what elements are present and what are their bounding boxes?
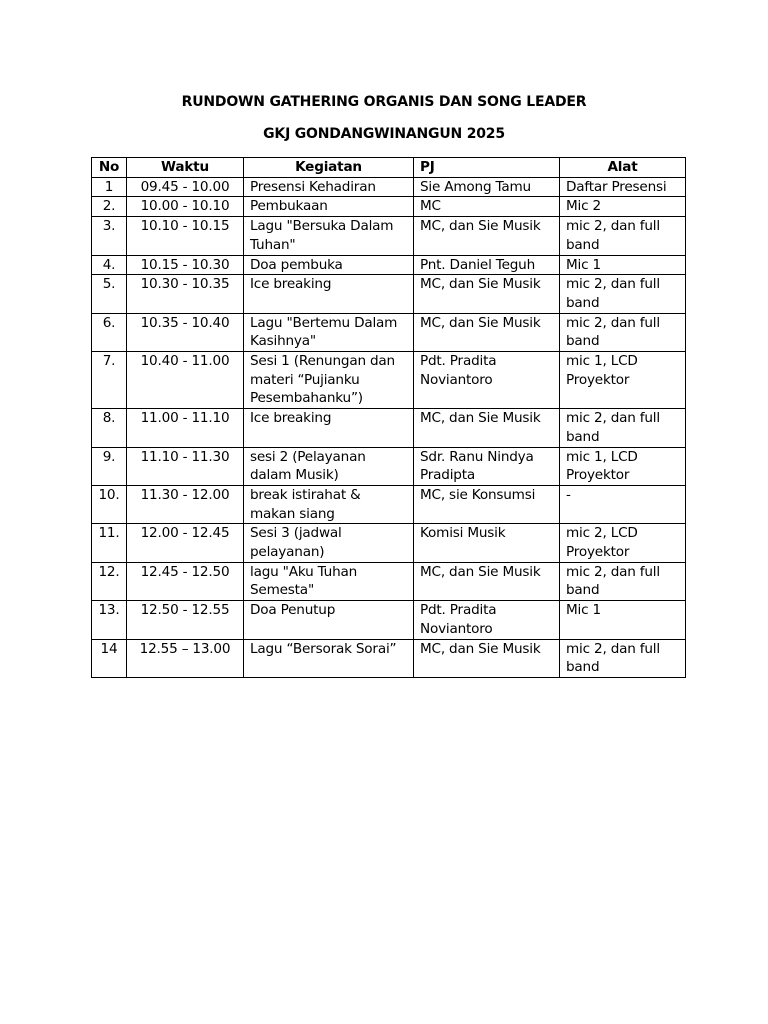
table-row <box>92 177 686 197</box>
cell-kegiatan: lagu "Aku Tuhan Semesta" <box>244 562 414 600</box>
cell-no: 4. <box>92 255 127 275</box>
table-row <box>92 352 686 409</box>
cell-alat: mic 2, LCD Proyektor <box>560 524 686 562</box>
cell-no: 9. <box>92 447 127 485</box>
cell-kegiatan: Doa pembuka <box>244 255 414 275</box>
cell-pj: MC, dan Sie Musik <box>414 275 560 313</box>
column-header-alat: Alat <box>560 158 686 178</box>
cell-alat: mic 2, dan full band <box>560 562 686 600</box>
cell-pj: MC, dan Sie Musik <box>414 639 560 677</box>
cell-pj: MC, dan Sie Musik <box>414 217 560 255</box>
table-row <box>92 562 686 600</box>
cell-kegiatan: Lagu "Bertemu Dalam Kasihnya" <box>244 313 414 351</box>
cell-pj: Pdt. Pradita Noviantoro <box>414 352 560 409</box>
cell-pj: MC, dan Sie Musik <box>414 409 560 447</box>
cell-no: 7. <box>92 352 127 409</box>
table-row <box>92 524 686 562</box>
cell-no: 14 <box>92 639 127 677</box>
cell-kegiatan: Sesi 3 (jadwal pelayanan) <box>244 524 414 562</box>
cell-kegiatan: Lagu “Bersorak Sorai” <box>244 639 414 677</box>
table-row <box>92 409 686 447</box>
cell-waktu: 11.10 - 11.30 <box>127 447 244 485</box>
cell-pj: MC, sie Konsumsi <box>414 485 560 523</box>
cell-waktu: 12.55 – 13.00 <box>127 639 244 677</box>
cell-kegiatan: Pembukaan <box>244 197 414 217</box>
cell-alat: mic 1, LCD Proyektor <box>560 352 686 409</box>
cell-waktu: 10.10 - 10.15 <box>127 217 244 255</box>
table-row <box>92 313 686 351</box>
cell-pj: Pdt. Pradita Noviantoro <box>414 601 560 639</box>
cell-waktu: 11.00 - 11.10 <box>127 409 244 447</box>
cell-no: 2. <box>92 197 127 217</box>
cell-waktu: 09.45 - 10.00 <box>127 177 244 197</box>
cell-kegiatan: Ice breaking <box>244 275 414 313</box>
document-title: RUNDOWN GATHERING ORGANIS DAN SONG LEADER <box>181 94 587 110</box>
table-row <box>92 197 686 217</box>
table-header-row <box>92 158 686 178</box>
table-row <box>92 217 686 255</box>
cell-waktu: 10.40 - 11.00 <box>127 352 244 409</box>
cell-pj: MC, dan Sie Musik <box>414 313 560 351</box>
document-subtitle: GKJ GONDANGWINANGUN 2025 <box>263 126 505 142</box>
cell-no: 8. <box>92 409 127 447</box>
cell-alat: mic 2, dan full band <box>560 409 686 447</box>
cell-kegiatan: Ice breaking <box>244 409 414 447</box>
cell-alat: mic 2, dan full band <box>560 313 686 351</box>
cell-pj: Komisi Musik <box>414 524 560 562</box>
cell-no: 12. <box>92 562 127 600</box>
cell-pj: MC <box>414 197 560 217</box>
cell-no: 5. <box>92 275 127 313</box>
cell-alat: - <box>560 485 686 523</box>
cell-alat: Mic 1 <box>560 255 686 275</box>
cell-kegiatan: break istirahat & makan siang <box>244 485 414 523</box>
cell-waktu: 12.45 - 12.50 <box>127 562 244 600</box>
cell-pj: MC, dan Sie Musik <box>414 562 560 600</box>
cell-alat: mic 2, dan full band <box>560 275 686 313</box>
table-row <box>92 255 686 275</box>
column-header-waktu: Waktu <box>127 158 244 178</box>
cell-no: 13. <box>92 601 127 639</box>
column-header-no: No <box>92 158 127 178</box>
cell-waktu: 10.30 - 10.35 <box>127 275 244 313</box>
table-row <box>92 485 686 523</box>
cell-no: 6. <box>92 313 127 351</box>
cell-kegiatan: sesi 2 (Pelayanan dalam Musik) <box>244 447 414 485</box>
cell-alat: Mic 2 <box>560 197 686 217</box>
cell-waktu: 10.35 - 10.40 <box>127 313 244 351</box>
cell-waktu: 10.15 - 10.30 <box>127 255 244 275</box>
rundown-table <box>91 157 686 678</box>
cell-alat: Mic 1 <box>560 601 686 639</box>
cell-kegiatan: Doa Penutup <box>244 601 414 639</box>
cell-pj: Sie Among Tamu <box>414 177 560 197</box>
cell-no: 11. <box>92 524 127 562</box>
cell-waktu: 11.30 - 12.00 <box>127 485 244 523</box>
cell-pj: Pnt. Daniel Teguh <box>414 255 560 275</box>
table-row <box>92 275 686 313</box>
cell-alat: Daftar Presensi <box>560 177 686 197</box>
table-row <box>92 639 686 677</box>
column-header-pj: PJ <box>414 158 560 178</box>
cell-no: 10. <box>92 485 127 523</box>
cell-waktu: 10.00 - 10.10 <box>127 197 244 217</box>
cell-kegiatan: Sesi 1 (Renungan dan materi “Pujianku Pesembahanku”) <box>244 352 414 409</box>
cell-no: 1 <box>92 177 127 197</box>
cell-alat: mic 2, dan full band <box>560 639 686 677</box>
cell-alat: mic 2, dan full band <box>560 217 686 255</box>
cell-kegiatan: Presensi Kehadiran <box>244 177 414 197</box>
cell-pj: Sdr. Ranu Nindya Pradipta <box>414 447 560 485</box>
cell-waktu: 12.50 - 12.55 <box>127 601 244 639</box>
column-header-kegiatan: Kegiatan <box>244 158 414 178</box>
cell-alat: mic 1, LCD Proyektor <box>560 447 686 485</box>
cell-waktu: 12.00 - 12.45 <box>127 524 244 562</box>
cell-kegiatan: Lagu "Bersuka Dalam Tuhan" <box>244 217 414 255</box>
cell-no: 3. <box>92 217 127 255</box>
table-row <box>92 447 686 485</box>
table-row <box>92 601 686 639</box>
